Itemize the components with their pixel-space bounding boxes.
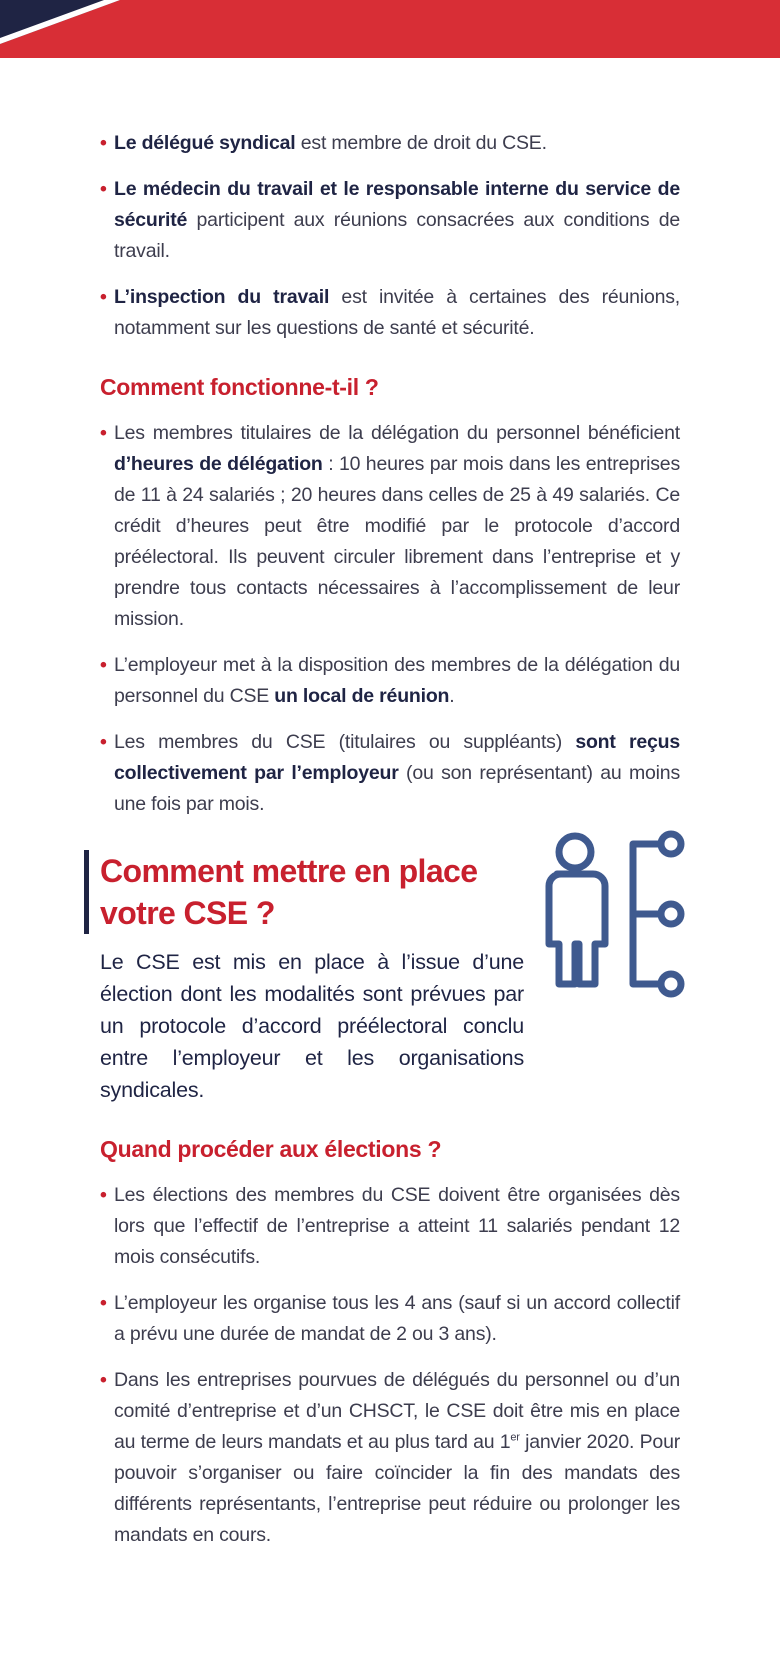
list-item: [100, 1288, 680, 1350]
bold-term: d’heures de délégation: [114, 453, 323, 475]
item-text: participent aux réunions consacrées aux conditions de travail.: [114, 209, 680, 262]
item-text: : 10 heures par mois dans les entreprises de 11 à 24 salariés ; 20 heures dans celles de 25 à 49 salariés. Ce crédit d’heures peut être modifié par le protocole d’accord préélectoral. Ils peuvent circuler librement dans l’entreprise et y prendre tous contacts nécessaires à l’accomplissement de leur mission.: [114, 453, 680, 630]
bold-term: L’inspection du travail: [114, 286, 330, 308]
list-item: [100, 727, 680, 820]
section-heading-elections: Quand procéder aux élections ?: [100, 1136, 442, 1162]
elections-list: [100, 1180, 680, 1551]
superscript: er: [510, 1431, 520, 1444]
title-line-2: votre CSE ?: [100, 895, 275, 931]
bullet: •: [100, 1292, 107, 1314]
top-bullet-list: [100, 128, 680, 344]
item-text: (ou son représentant) au moins une fois par mois.: [114, 762, 680, 815]
bullet: •: [100, 422, 107, 444]
item-text: L’employeur met à la disposition des membres de la délégation du personnel du CSE: [114, 654, 680, 707]
title-line-1: Comment mettre en place: [100, 853, 478, 889]
list-item: [100, 1365, 680, 1551]
bullet: •: [100, 1369, 107, 1391]
bullet: •: [100, 1184, 107, 1206]
list-item: [100, 1180, 680, 1273]
item-text: .: [449, 685, 455, 707]
intro-paragraph: Le CSE est mis en place à l’issue d’une élection dont les modalités sont prévues par un protocole d’accord préélectoral conclu entre l’employeur et les organisations syndicales.: [100, 950, 524, 1102]
list-item: [100, 650, 680, 712]
list-item: [100, 282, 680, 344]
item-text: Dans les entreprises pourvues de délégués du personnel ou d’un comité d’entreprise et d’un CHSCT, le CSE doit être mis en place au terme de leurs mandats et au plus tard au 1: [114, 1369, 680, 1453]
bold-term: Le médecin du travail et le responsable interne du service de sécurité: [114, 178, 680, 231]
item-text: Les élections des membres du CSE doivent être organisées dès lors que l’effectif de l’entreprise a atteint 11 salariés pendant 12 mois consécutifs.: [114, 1184, 680, 1268]
person-network-icon: [545, 830, 715, 1000]
bold-term: Le délégué syndical: [114, 132, 296, 154]
list-item: [100, 418, 680, 635]
bold-term: un local de réunion: [274, 685, 450, 707]
list-item: [100, 174, 680, 267]
item-text: janvier 2020. Pour pouvoir s’organiser ou faire coïncider la fin des mandats des différents représentants, l’entreprise peut réduire ou prolonger les mandats en cours.: [114, 1431, 681, 1546]
top-banner: [0, 0, 780, 58]
accent-bar: [84, 850, 89, 934]
bullet: •: [100, 731, 107, 753]
bullet: •: [100, 654, 107, 676]
fonctionnement-list: [100, 418, 680, 820]
item-text: est membre de droit du CSE.: [295, 132, 547, 154]
list-item: [100, 128, 680, 159]
section-heading-fonctionnement: Comment fonctionne-t-il ?: [100, 374, 379, 400]
item-text: Les membres titulaires de la délégation du personnel bénéficient: [114, 422, 680, 444]
page-section-title: [100, 850, 520, 934]
bullet: •: [100, 178, 107, 200]
item-text: est invitée à certaines des réunions, notamment sur les questions de santé et sécurité.: [114, 286, 680, 339]
bullet: •: [100, 286, 107, 308]
item-text: Les membres du CSE (titulaires ou suppléants): [114, 731, 576, 753]
bullet: •: [100, 132, 107, 154]
bold-term: sont reçus collectivement par l’employeur: [114, 731, 680, 784]
item-text: L’employeur les organise tous les 4 ans (sauf si un accord collectif a prévu une durée de mandat de 2 ou 3 ans).: [114, 1292, 680, 1345]
